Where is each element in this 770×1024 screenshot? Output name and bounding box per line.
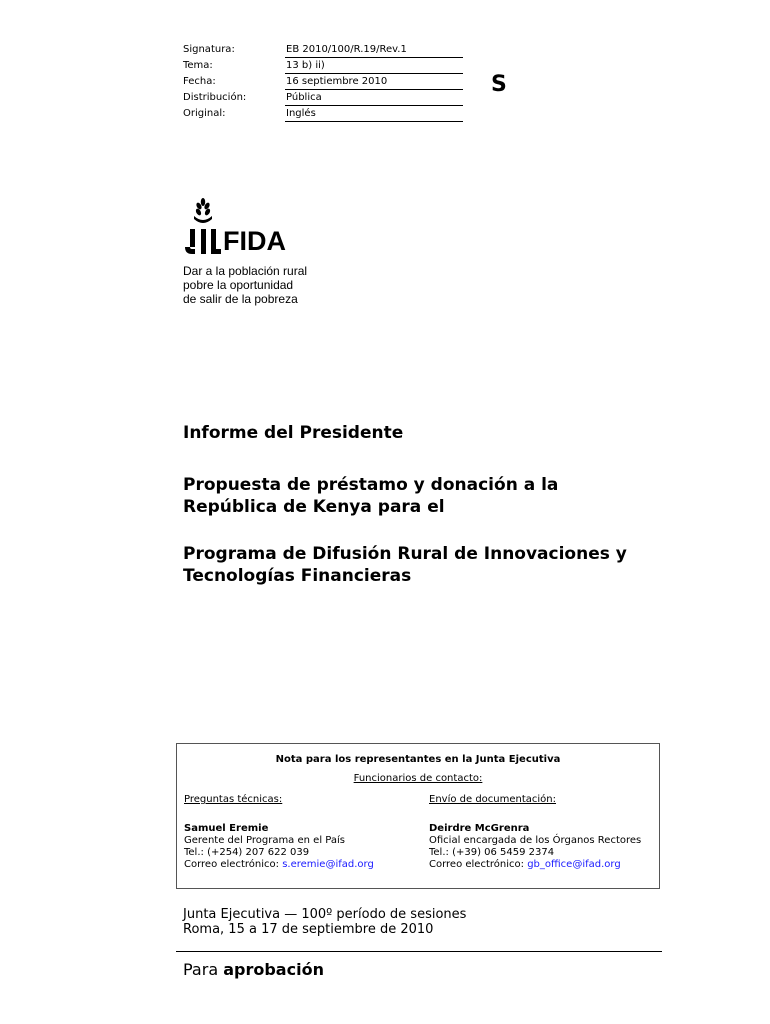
contact-role: Oficial encargada de los Órganos Rectores [429, 835, 642, 846]
report-heading: Informe del Presidente [183, 423, 404, 443]
wheat-emblem-icon [183, 196, 223, 256]
email-label: Correo electrónico: [429, 859, 524, 870]
contact-name: Deirdre McGrenra [429, 823, 530, 834]
meta-value: 13 b) ii) [285, 60, 463, 74]
meta-label: Original: [183, 108, 226, 119]
contact-phone: Tel.: (+39) 06 5459 2374 [429, 847, 555, 858]
session-info [183, 907, 466, 937]
meta-value: Inglés [285, 108, 463, 122]
email-link[interactable]: s.eremie@ifad.org [282, 859, 374, 870]
approval-line [183, 960, 324, 979]
meta-label: Fecha: [183, 76, 216, 87]
tagline-line: de salir de la pobreza [183, 292, 298, 306]
contact-heading: Envío de documentación: [429, 794, 557, 805]
email-link[interactable]: gb_office@ifad.org [527, 859, 621, 870]
technical-contact [184, 794, 374, 871]
note-title: Nota para los representantes en la Junta Ejecutiva [275, 754, 561, 765]
tagline-line: Dar a la población rural [183, 264, 308, 278]
meta-value: Pública [285, 92, 463, 106]
proposal-heading: Propuesta de préstamo y donación a la República de Kenya para el [183, 475, 559, 517]
place-date-line: Roma, 15 a 17 de septiembre de 2010 [183, 922, 434, 937]
session-line: Junta Ejecutiva — 100º período de sesiones [183, 907, 467, 922]
contacts-label: Funcionarios de contacto: [353, 773, 483, 784]
contact-name: Samuel Eremie [184, 823, 269, 834]
divider [176, 951, 662, 952]
meta-label: Distribución: [183, 92, 247, 103]
fida-wordmark: FIDA [223, 226, 286, 256]
email-label: Correo electrónico: [184, 859, 279, 870]
meta-value: 16 septiembre 2010 [285, 76, 463, 90]
programme-heading: Programa de Difusión Rural de Innovaciones y Tecnologías Financieras [183, 544, 627, 586]
documentation-contact [429, 794, 641, 871]
tagline-line: pobre la oportunidad [183, 278, 294, 292]
meta-value: EB 2010/100/R.19/Rev.1 [285, 44, 463, 58]
contact-email-line [184, 859, 374, 871]
contact-email-line [429, 859, 641, 871]
language-code: S [491, 72, 507, 97]
meta-label: Tema: [183, 60, 213, 71]
meta-label: Signatura: [183, 44, 235, 55]
contact-phone: Tel.: (+254) 207 622 039 [184, 847, 310, 858]
logo-tagline [183, 264, 307, 306]
approval-word: aprobación [223, 960, 324, 979]
contact-role: Gerente del Programa en el País [184, 835, 345, 846]
contact-heading: Preguntas técnicas: [184, 794, 283, 805]
contact-note-box [176, 743, 660, 889]
approval-prefix: Para [183, 960, 219, 979]
